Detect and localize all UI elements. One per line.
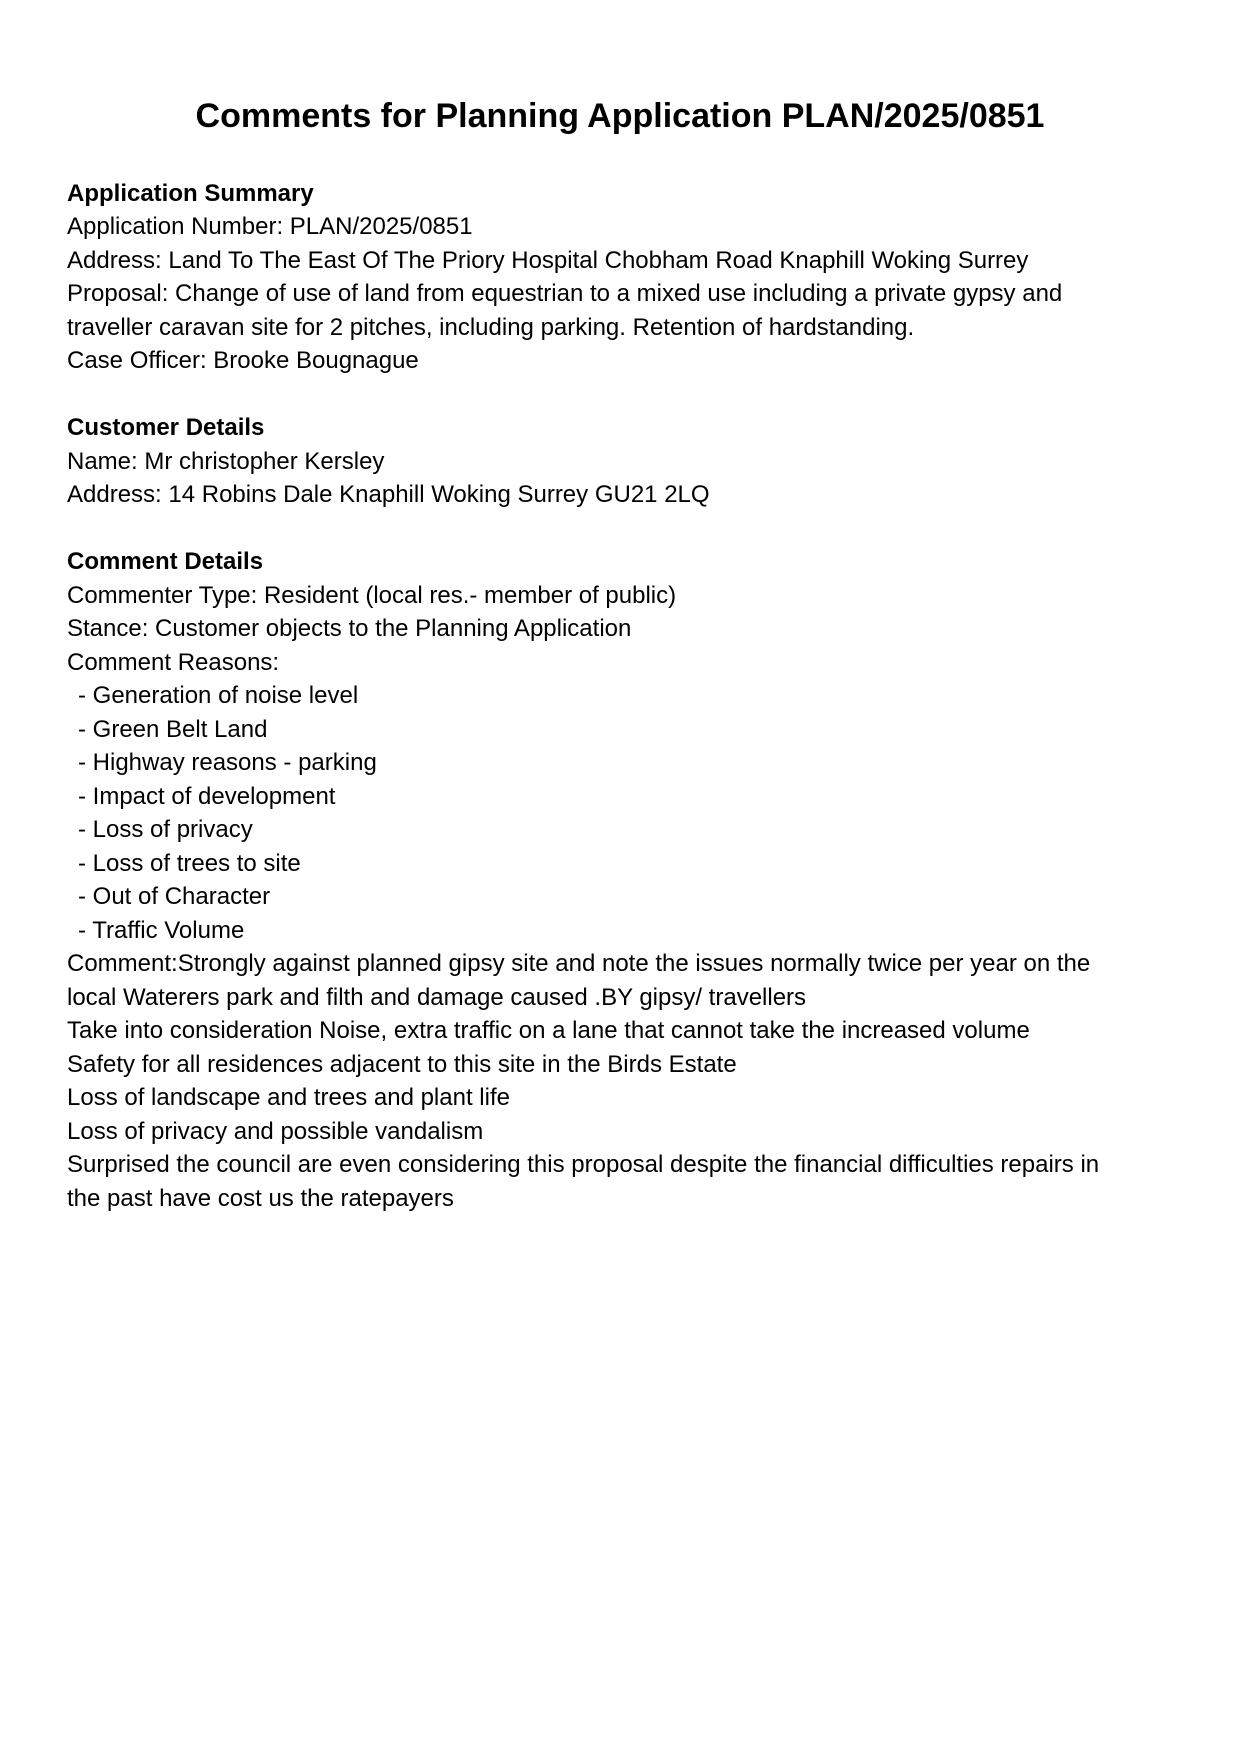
doc-line-comment-text: local Waterers park and filth and damage caused .BY gipsy/ travellers xyxy=(67,983,807,1011)
section-customer-details xyxy=(67,411,1173,512)
comment-reason-item: - Highway reasons - parking xyxy=(78,749,377,777)
section-heading: Customer Details xyxy=(67,414,265,442)
doc-line-comment-text: Loss of privacy and possible vandalism xyxy=(67,1117,484,1145)
section-heading: Comment Details xyxy=(67,548,264,576)
doc-line-proposal: Proposal: Change of use of land from equestrian to a mixed use including a private gypsy and xyxy=(67,280,1063,308)
comment-reason-item: - Loss of trees to site xyxy=(78,849,301,877)
section-heading: Application Summary xyxy=(67,179,314,207)
doc-line-customer-address: Address: 14 Robins Dale Knaphill Woking Surrey GU21 2LQ xyxy=(67,481,710,509)
doc-line-comment-reasons-label: Comment Reasons: xyxy=(67,648,280,676)
comment-reason-item: - Loss of privacy xyxy=(78,816,253,844)
section-application-summary xyxy=(67,177,1173,378)
section-comment-details xyxy=(67,545,1173,1215)
doc-line-comment-text: Safety for all residences adjacent to this site in the Birds Estate xyxy=(67,1050,737,1078)
comment-reason-item: - Impact of development xyxy=(78,782,336,810)
doc-line-comment-text: Loss of landscape and trees and plant life xyxy=(67,1084,510,1112)
doc-line-stance: Stance: Customer objects to the Planning Application xyxy=(67,615,632,643)
doc-line-comment-text: Surprised the council are even considering this proposal despite the financial difficulties repairs in xyxy=(67,1151,1100,1179)
document-title: Comments for Planning Application PLAN/2025/0851 xyxy=(195,97,1045,135)
doc-line-commenter-type: Commenter Type: Resident (local res.- member of public) xyxy=(67,581,677,609)
doc-line-comment-text: Comment:Strongly against planned gipsy site and note the issues normally twice per year on the xyxy=(67,950,1091,978)
doc-line-comment-text: Take into consideration Noise, extra traffic on a lane that cannot take the increased volume xyxy=(67,1017,1030,1045)
comment-reason-item: - Generation of noise level xyxy=(78,682,359,710)
comment-reason-item: - Traffic Volume xyxy=(78,916,245,944)
doc-line-comment-text: the past have cost us the ratepayers xyxy=(67,1184,454,1212)
doc-line-application-number: Application Number: PLAN/2025/0851 xyxy=(67,213,473,241)
doc-line-case-officer: Case Officer: Brooke Bougnague xyxy=(67,347,419,375)
comment-reason-item: - Green Belt Land xyxy=(78,715,268,743)
comment-reason-item: - Out of Character xyxy=(78,883,271,911)
doc-line-customer-name: Name: Mr christopher Kersley xyxy=(67,447,385,475)
doc-line-proposal-cont: traveller caravan site for 2 pitches, including parking. Retention of hardstanding. xyxy=(67,313,915,341)
doc-line-address: Address: Land To The East Of The Priory Hospital Chobham Road Knaphill Woking Surrey xyxy=(67,246,1029,274)
